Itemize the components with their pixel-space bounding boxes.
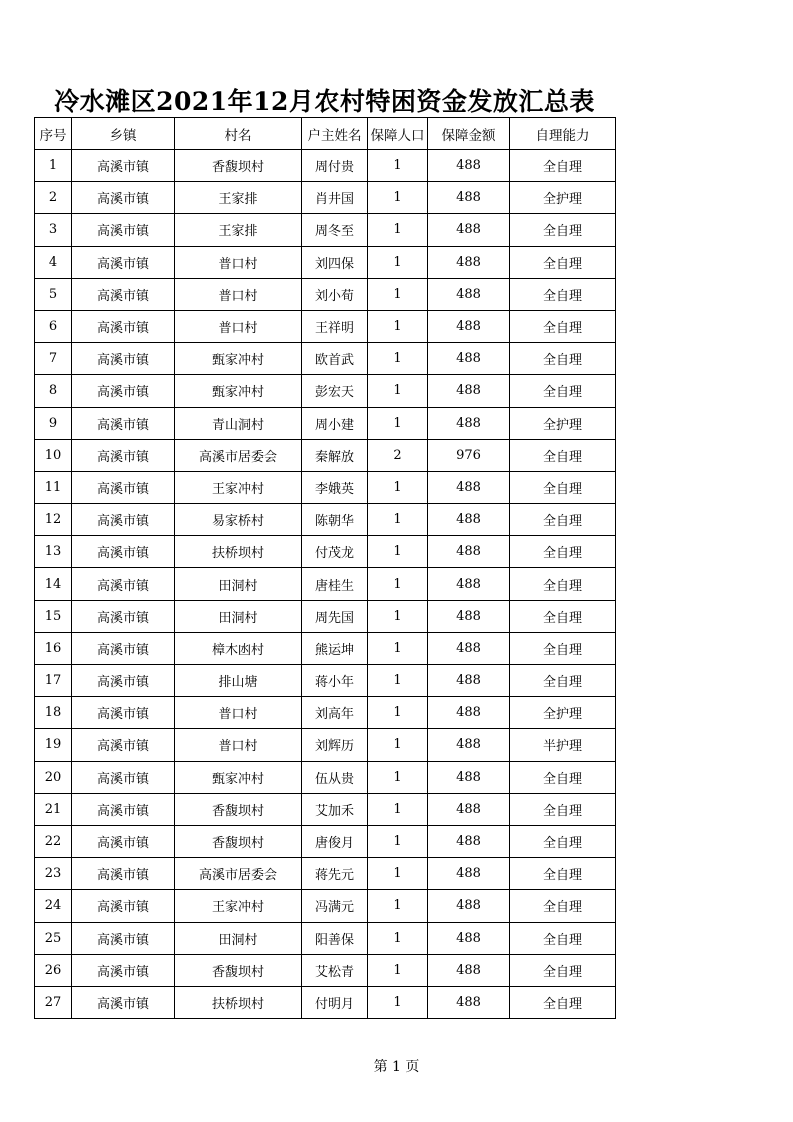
serial-number-cell: 4 (35, 246, 72, 278)
serial-number-cell: 11 (35, 471, 72, 503)
serial-number-cell: 14 (35, 568, 72, 600)
subsidy-amount-cell: 488 (428, 182, 510, 214)
serial-number-cell: 23 (35, 858, 72, 890)
township-cell: 高溪市镇 (72, 922, 175, 954)
self-care-ability-cell: 全自理 (510, 954, 616, 986)
self-care-ability-cell: 全自理 (510, 632, 616, 664)
township-cell: 高溪市镇 (72, 793, 175, 825)
column-subsidy-amount-header: 保障金额 (428, 118, 510, 150)
subsidy-amount-cell: 488 (428, 278, 510, 310)
covered-persons-cell: 1 (368, 536, 428, 568)
serial-number-cell: 2 (35, 182, 72, 214)
self-care-ability-cell: 全自理 (510, 214, 616, 246)
township-cell: 高溪市镇 (72, 729, 175, 761)
subsidy-amount-cell: 488 (428, 407, 510, 439)
self-care-ability-cell: 全自理 (510, 375, 616, 407)
village-cell: 普口村 (175, 278, 302, 310)
serial-number-cell: 3 (35, 214, 72, 246)
householder-name-cell: 周冬至 (302, 214, 368, 246)
column-self-care-ability-header: 自理能力 (510, 118, 616, 150)
township-cell: 高溪市镇 (72, 568, 175, 600)
village-cell: 高溪市居委会 (175, 858, 302, 890)
table-row (35, 407, 616, 439)
village-cell: 香馥坝村 (175, 954, 302, 986)
serial-number-cell: 7 (35, 343, 72, 375)
township-cell: 高溪市镇 (72, 150, 175, 182)
village-cell: 樟木凼村 (175, 632, 302, 664)
subsidy-amount-cell: 488 (428, 310, 510, 342)
subsidy-amount-cell: 488 (428, 825, 510, 857)
table-row (35, 697, 616, 729)
table-row (35, 278, 616, 310)
table-row (35, 761, 616, 793)
serial-number-cell: 16 (35, 632, 72, 664)
householder-name-cell: 刘四保 (302, 246, 368, 278)
township-cell: 高溪市镇 (72, 310, 175, 342)
page-number: 第 1 页 (373, 1059, 420, 1075)
subsidy-amount-cell: 488 (428, 954, 510, 986)
township-cell: 高溪市镇 (72, 697, 175, 729)
village-cell: 田洞村 (175, 568, 302, 600)
subsidy-amount-cell: 488 (428, 375, 510, 407)
serial-number-cell: 18 (35, 697, 72, 729)
covered-persons-cell: 1 (368, 310, 428, 342)
table-row (35, 246, 616, 278)
village-cell: 王家冲村 (175, 471, 302, 503)
serial-number-cell: 15 (35, 600, 72, 632)
table-row (35, 665, 616, 697)
table-row (35, 536, 616, 568)
covered-persons-cell: 1 (368, 150, 428, 182)
covered-persons-cell: 1 (368, 278, 428, 310)
self-care-ability-cell: 全自理 (510, 150, 616, 182)
table-row (35, 890, 616, 922)
village-cell: 香馥坝村 (175, 150, 302, 182)
covered-persons-cell: 1 (368, 407, 428, 439)
serial-number-cell: 5 (35, 278, 72, 310)
householder-name-cell: 艾加禾 (302, 793, 368, 825)
table-row (35, 954, 616, 986)
self-care-ability-cell: 全自理 (510, 922, 616, 954)
serial-number-cell: 10 (35, 439, 72, 471)
table-row (35, 568, 616, 600)
serial-number-cell: 24 (35, 890, 72, 922)
village-cell: 王家冲村 (175, 890, 302, 922)
serial-number-cell: 27 (35, 986, 72, 1018)
table-row (35, 922, 616, 954)
covered-persons-cell: 2 (368, 439, 428, 471)
table-row (35, 471, 616, 503)
subsidy-amount-cell: 488 (428, 986, 510, 1018)
covered-persons-cell: 1 (368, 343, 428, 375)
covered-persons-cell: 1 (368, 697, 428, 729)
covered-persons-cell: 1 (368, 986, 428, 1018)
village-cell: 甄家冲村 (175, 761, 302, 793)
householder-name-cell: 阳善保 (302, 922, 368, 954)
township-cell: 高溪市镇 (72, 986, 175, 1018)
township-cell: 高溪市镇 (72, 954, 175, 986)
householder-name-cell: 唐桂生 (302, 568, 368, 600)
village-cell: 普口村 (175, 310, 302, 342)
self-care-ability-cell: 全自理 (510, 471, 616, 503)
table-row (35, 343, 616, 375)
subsidy-amount-cell: 488 (428, 890, 510, 922)
covered-persons-cell: 1 (368, 922, 428, 954)
subsidy-amount-cell: 976 (428, 439, 510, 471)
township-cell: 高溪市镇 (72, 890, 175, 922)
covered-persons-cell: 1 (368, 761, 428, 793)
table-row (35, 310, 616, 342)
serial-number-cell: 8 (35, 375, 72, 407)
township-cell: 高溪市镇 (72, 375, 175, 407)
table-row (35, 858, 616, 890)
covered-persons-cell: 1 (368, 825, 428, 857)
village-cell: 甄家冲村 (175, 343, 302, 375)
table-header-row (35, 118, 616, 150)
subsidy-amount-cell: 488 (428, 922, 510, 954)
serial-number-cell: 22 (35, 825, 72, 857)
township-cell: 高溪市镇 (72, 761, 175, 793)
village-cell: 香馥坝村 (175, 825, 302, 857)
subsidy-amount-cell: 488 (428, 632, 510, 664)
covered-persons-cell: 1 (368, 471, 428, 503)
township-cell: 高溪市镇 (72, 214, 175, 246)
serial-number-cell: 25 (35, 922, 72, 954)
self-care-ability-cell: 全自理 (510, 246, 616, 278)
serial-number-cell: 21 (35, 793, 72, 825)
table-row (35, 986, 616, 1018)
householder-name-cell: 秦解放 (302, 439, 368, 471)
serial-number-cell: 13 (35, 536, 72, 568)
column-householder-name-header: 户主姓名 (302, 118, 368, 150)
township-cell: 高溪市镇 (72, 536, 175, 568)
self-care-ability-cell: 半护理 (510, 729, 616, 761)
covered-persons-cell: 1 (368, 214, 428, 246)
village-cell: 王家排 (175, 182, 302, 214)
table-row (35, 793, 616, 825)
householder-name-cell: 刘小荀 (302, 278, 368, 310)
self-care-ability-cell: 全自理 (510, 439, 616, 471)
township-cell: 高溪市镇 (72, 600, 175, 632)
subsidy-amount-cell: 488 (428, 793, 510, 825)
self-care-ability-cell: 全自理 (510, 890, 616, 922)
self-care-ability-cell: 全自理 (510, 504, 616, 536)
subsidy-amount-cell: 488 (428, 536, 510, 568)
township-cell: 高溪市镇 (72, 858, 175, 890)
table-row (35, 375, 616, 407)
householder-name-cell: 蒋先元 (302, 858, 368, 890)
table-row (35, 214, 616, 246)
covered-persons-cell: 1 (368, 858, 428, 890)
householder-name-cell: 艾松青 (302, 954, 368, 986)
township-cell: 高溪市镇 (72, 504, 175, 536)
householder-name-cell: 付明月 (302, 986, 368, 1018)
covered-persons-cell: 1 (368, 504, 428, 536)
township-cell: 高溪市镇 (72, 632, 175, 664)
table-row (35, 439, 616, 471)
table-row (35, 150, 616, 182)
township-cell: 高溪市镇 (72, 182, 175, 214)
householder-name-cell: 周付贵 (302, 150, 368, 182)
serial-number-cell: 6 (35, 310, 72, 342)
subsidy-amount-cell: 488 (428, 568, 510, 600)
self-care-ability-cell: 全护理 (510, 697, 616, 729)
self-care-ability-cell: 全自理 (510, 825, 616, 857)
column-covered-persons-header: 保障人口 (368, 118, 428, 150)
subsidy-summary-table (34, 117, 616, 1019)
householder-name-cell: 付茂龙 (302, 536, 368, 568)
householder-name-cell: 周先国 (302, 600, 368, 632)
covered-persons-cell: 1 (368, 568, 428, 600)
householder-name-cell: 肖井国 (302, 182, 368, 214)
subsidy-amount-cell: 488 (428, 471, 510, 503)
village-cell: 田洞村 (175, 922, 302, 954)
self-care-ability-cell: 全自理 (510, 793, 616, 825)
table-row (35, 600, 616, 632)
self-care-ability-cell: 全自理 (510, 278, 616, 310)
village-cell: 普口村 (175, 729, 302, 761)
covered-persons-cell: 1 (368, 375, 428, 407)
serial-number-cell: 1 (35, 150, 72, 182)
village-cell: 香馥坝村 (175, 793, 302, 825)
subsidy-amount-cell: 488 (428, 214, 510, 246)
householder-name-cell: 陈朝华 (302, 504, 368, 536)
covered-persons-cell: 1 (368, 632, 428, 664)
self-care-ability-cell: 全自理 (510, 858, 616, 890)
column-serial-number-header: 序号 (35, 118, 72, 150)
village-cell: 扶桥坝村 (175, 536, 302, 568)
column-township-header: 乡镇 (72, 118, 175, 150)
self-care-ability-cell: 全护理 (510, 407, 616, 439)
householder-name-cell: 刘辉历 (302, 729, 368, 761)
self-care-ability-cell: 全自理 (510, 600, 616, 632)
covered-persons-cell: 1 (368, 793, 428, 825)
householder-name-cell: 刘高年 (302, 697, 368, 729)
householder-name-cell: 伍从贵 (302, 761, 368, 793)
village-cell: 排山塘 (175, 665, 302, 697)
township-cell: 高溪市镇 (72, 246, 175, 278)
householder-name-cell: 周小建 (302, 407, 368, 439)
subsidy-amount-cell: 488 (428, 150, 510, 182)
subsidy-amount-cell: 488 (428, 697, 510, 729)
village-cell: 易家桥村 (175, 504, 302, 536)
table-row (35, 729, 616, 761)
village-cell: 普口村 (175, 697, 302, 729)
covered-persons-cell: 1 (368, 246, 428, 278)
covered-persons-cell: 1 (368, 890, 428, 922)
serial-number-cell: 9 (35, 407, 72, 439)
self-care-ability-cell: 全自理 (510, 536, 616, 568)
subsidy-amount-cell: 488 (428, 729, 510, 761)
householder-name-cell: 欧首武 (302, 343, 368, 375)
table-body (35, 150, 616, 1019)
serial-number-cell: 19 (35, 729, 72, 761)
serial-number-cell: 26 (35, 954, 72, 986)
serial-number-cell: 20 (35, 761, 72, 793)
table-row (35, 825, 616, 857)
subsidy-amount-cell: 488 (428, 504, 510, 536)
self-care-ability-cell: 全自理 (510, 761, 616, 793)
householder-name-cell: 彭宏天 (302, 375, 368, 407)
township-cell: 高溪市镇 (72, 665, 175, 697)
subsidy-amount-cell: 488 (428, 343, 510, 375)
village-cell: 甄家冲村 (175, 375, 302, 407)
covered-persons-cell: 1 (368, 182, 428, 214)
subsidy-amount-cell: 488 (428, 761, 510, 793)
serial-number-cell: 17 (35, 665, 72, 697)
covered-persons-cell: 1 (368, 729, 428, 761)
householder-name-cell: 唐俊月 (302, 825, 368, 857)
subsidy-amount-cell: 488 (428, 246, 510, 278)
self-care-ability-cell: 全护理 (510, 182, 616, 214)
self-care-ability-cell: 全自理 (510, 310, 616, 342)
subsidy-amount-cell: 488 (428, 858, 510, 890)
table-row (35, 504, 616, 536)
table-row (35, 182, 616, 214)
covered-persons-cell: 1 (368, 665, 428, 697)
village-cell: 王家排 (175, 214, 302, 246)
covered-persons-cell: 1 (368, 600, 428, 632)
householder-name-cell: 王祥明 (302, 310, 368, 342)
village-cell: 高溪市居委会 (175, 439, 302, 471)
householder-name-cell: 李娥英 (302, 471, 368, 503)
village-cell: 青山洞村 (175, 407, 302, 439)
covered-persons-cell: 1 (368, 954, 428, 986)
householder-name-cell: 蒋小年 (302, 665, 368, 697)
self-care-ability-cell: 全自理 (510, 665, 616, 697)
village-cell: 扶桥坝村 (175, 986, 302, 1018)
township-cell: 高溪市镇 (72, 343, 175, 375)
subsidy-amount-cell: 488 (428, 600, 510, 632)
document-title: 冷水滩区2021年12月农村特困资金发放汇总表 (54, 87, 595, 116)
householder-name-cell: 熊运坤 (302, 632, 368, 664)
column-village-header: 村名 (175, 118, 302, 150)
serial-number-cell: 12 (35, 504, 72, 536)
township-cell: 高溪市镇 (72, 471, 175, 503)
subsidy-amount-cell: 488 (428, 665, 510, 697)
householder-name-cell: 冯满元 (302, 890, 368, 922)
self-care-ability-cell: 全自理 (510, 568, 616, 600)
village-cell: 田洞村 (175, 600, 302, 632)
township-cell: 高溪市镇 (72, 439, 175, 471)
township-cell: 高溪市镇 (72, 407, 175, 439)
township-cell: 高溪市镇 (72, 825, 175, 857)
village-cell: 普口村 (175, 246, 302, 278)
table-row (35, 632, 616, 664)
self-care-ability-cell: 全自理 (510, 343, 616, 375)
township-cell: 高溪市镇 (72, 278, 175, 310)
self-care-ability-cell: 全自理 (510, 986, 616, 1018)
